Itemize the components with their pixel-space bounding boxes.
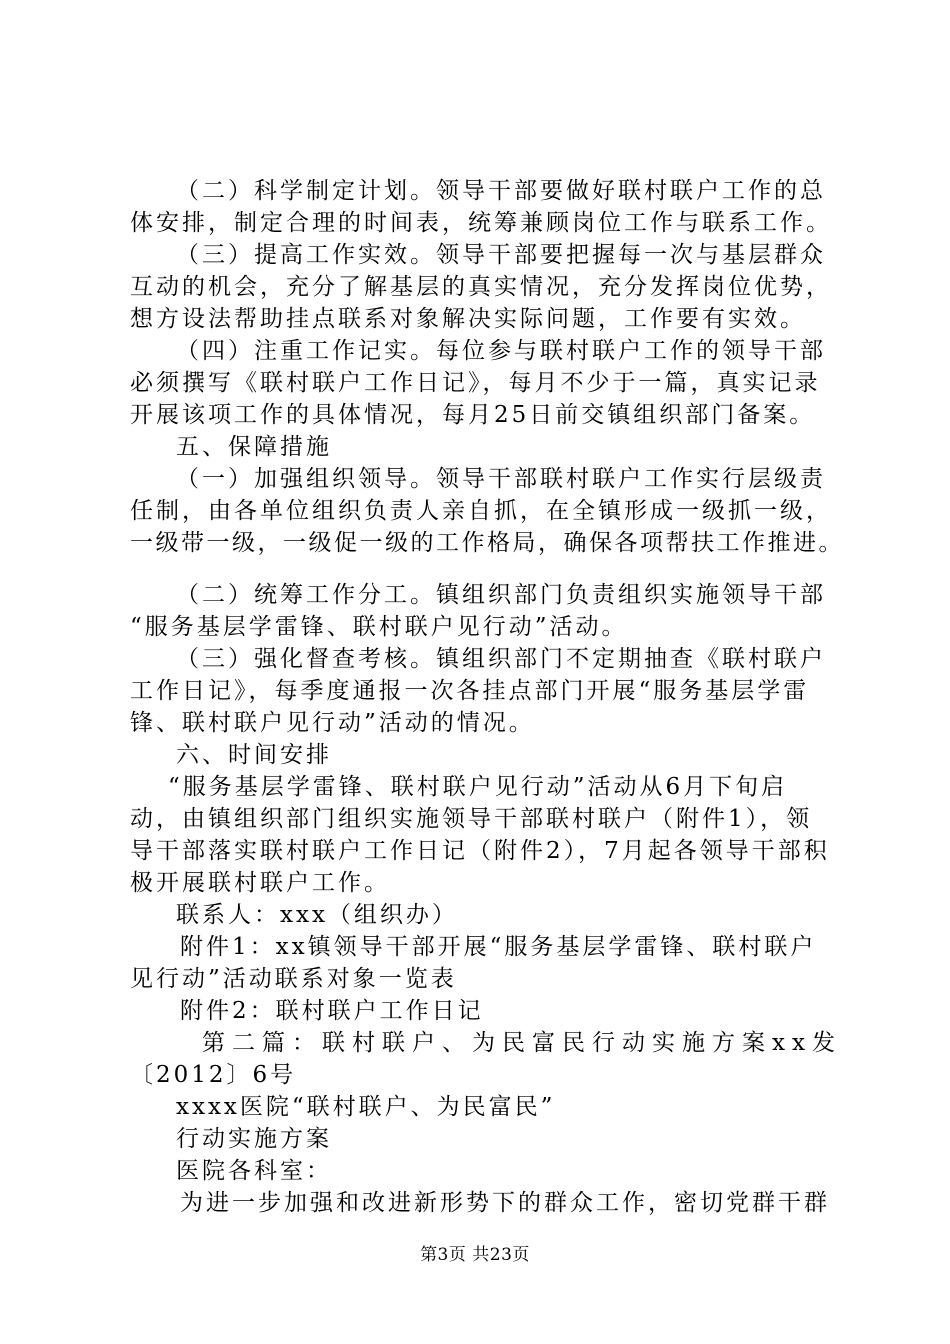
document-title: xxxx医院“联村联户、为民富民”: [176, 1094, 556, 1120]
paragraph-line: 开展该项工作的具体情况，每月25日前交镇组织部门备案。: [130, 402, 816, 428]
chapter-title: 第二篇：联村联户、为民富民行动实施方案xx发: [202, 1030, 842, 1056]
paragraph-line: （三）提高工作实效。领导干部要把握每一次与基层群众: [176, 242, 826, 268]
paragraph-line: 导干部落实联村联户工作日记（附件2），7月起各领导干部积: [130, 838, 830, 864]
contact-line: 联系人：xxx（组织办）: [176, 902, 458, 928]
paragraph-line: 必须撰写《联村联户工作日记》，每月不少于一篇，真实记录: [130, 370, 821, 396]
paragraph-line: 互动的机会，充分了解基层的真实情况，充分发挥岗位优势，: [130, 274, 832, 300]
paragraph-line: 任制，由各单位组织负责人亲自抓，在全镇形成一级抓一级，: [130, 498, 832, 524]
attachment-line: 附件1：xx镇领导干部开展“服务基层学雷锋、联村联户: [180, 934, 817, 960]
paragraph-line: 极开展联村联户工作。: [130, 870, 390, 896]
chapter-title-cont: 〔2012〕6号: [130, 1062, 297, 1088]
paragraph-line: 为进一步加强和改进新形势下的群众工作，密切党群干群: [180, 1190, 830, 1216]
paragraph-line: 想方设法帮助挂点联系对象解决实际问题，工作要有实效。: [130, 306, 806, 332]
paragraph-line: 工作日记》，每季度通报一次各挂点部门开展“服务基层学雷: [130, 678, 810, 704]
paragraph-line: （一）加强组织领导。领导干部联村联户工作实行层级责: [176, 466, 826, 492]
page-footer: 第3页 共23页: [420, 1245, 530, 1265]
paragraph-line: 锋、联村联户见行动”活动的情况。: [130, 710, 535, 736]
attachment-line: 附件2：联村联户工作日记: [180, 998, 484, 1024]
paragraph-line: 一级带一级，一级促一级的工作格局，确保各项帮扶工作推进。: [130, 530, 844, 556]
document-subtitle: 行动实施方案: [176, 1126, 332, 1152]
paragraph-line: （四）注重工作记实。每位参与联村联户工作的领导干部: [176, 338, 826, 364]
paragraph-line: （三）强化督查考核。镇组织部门不定期抽查《联村联户: [176, 646, 826, 672]
paragraph-line: 体安排，制定合理的时间表，统筹兼顾岗位工作与联系工作。: [130, 210, 832, 236]
attachment-line: 见行动”活动联系对象一览表: [130, 966, 457, 992]
section-heading: 六、时间安排: [176, 742, 332, 768]
section-heading: 五、保障措施: [176, 434, 332, 460]
paragraph-line: “服务基层学雷锋、联村联户见行动”活动。: [130, 614, 628, 640]
paragraph-line: “服务基层学雷锋、联村联户见行动”活动从6月下旬启: [168, 774, 788, 800]
salutation: 医院各科室：: [176, 1158, 332, 1184]
paragraph-line: （二）统筹工作分工。镇组织部门负责组织实施领导干部: [176, 582, 826, 608]
paragraph-line: 动，由镇组织部门组织实施领导干部联村联户（附件1），领: [130, 806, 813, 832]
paragraph-line: （二）科学制定计划。领导干部要做好联村联户工作的总: [176, 178, 826, 204]
